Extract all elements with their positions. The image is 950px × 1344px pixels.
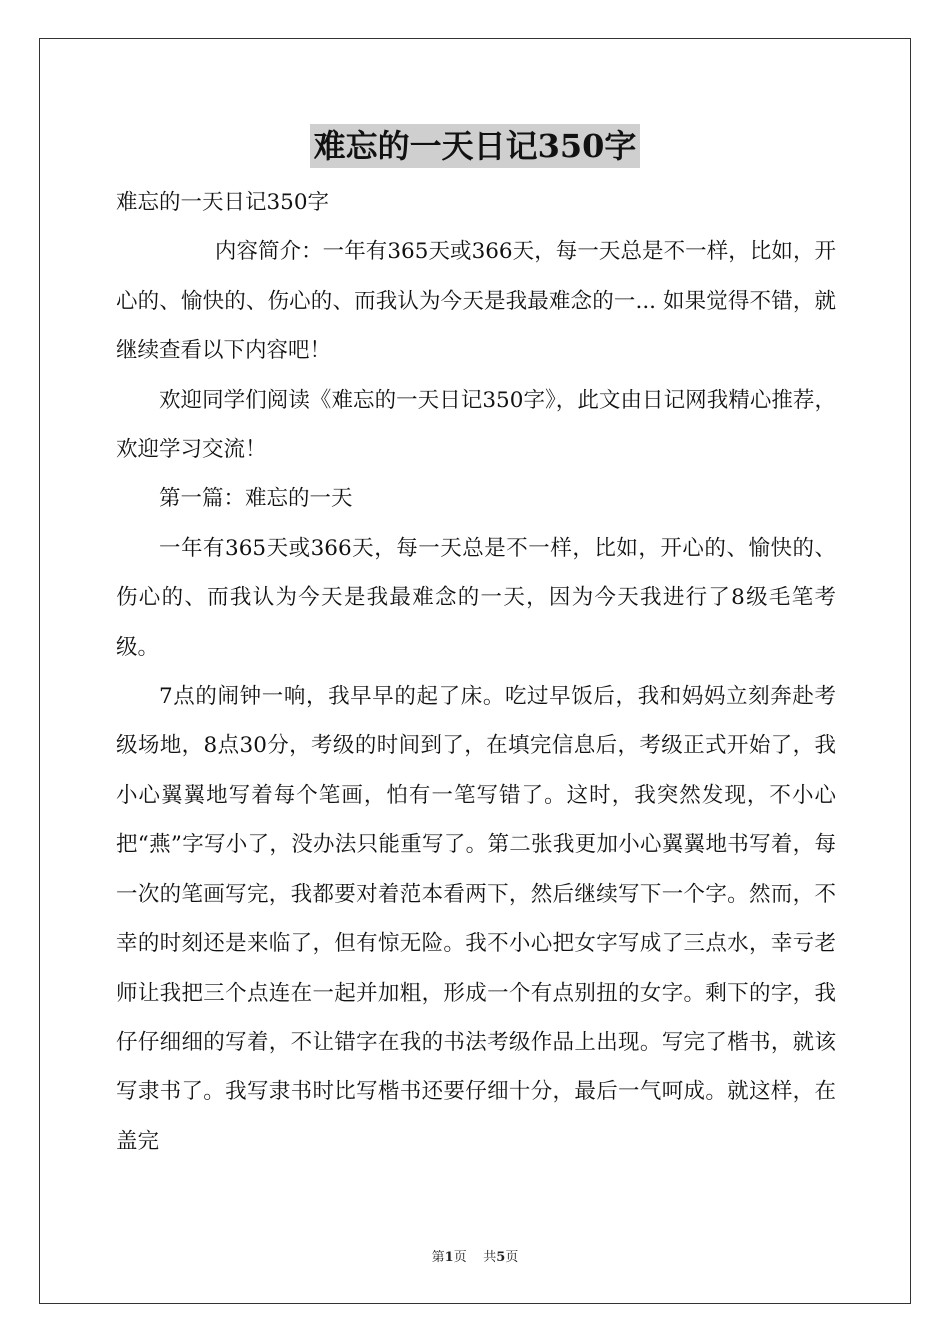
paragraph-summary: 内容简介：一年有365天或366天，每一天总是不一样，比如，开心的、愉快的、伤心的、而我认为今天是我最难念的一... 如果觉得不错，就继续查看以下内容吧！	[116, 239, 836, 364]
document-title: 难忘的一天日记350字	[310, 124, 641, 168]
section-heading: 第一篇：难忘的一天	[159, 486, 353, 512]
footer-total-pages: 5	[496, 1250, 506, 1265]
footer-total-suffix: 页	[505, 1250, 519, 1265]
title-container	[0, 124, 950, 168]
document-body	[116, 178, 836, 1166]
footer-page-prefix: 第	[431, 1250, 445, 1265]
footer-page-suffix: 页	[453, 1250, 467, 1265]
paragraph-welcome: 欢迎同学们阅读《难忘的一天日记350字》，此文由日记网我精心推荐，欢迎学习交流！	[116, 387, 836, 463]
page-footer	[0, 1246, 950, 1265]
footer-total-prefix: 共	[483, 1250, 497, 1265]
paragraph-story: 7点的闹钟一响，我早早的起了床。吃过早饭后，我和妈妈立刻奔赴考级场地，8点30分，考级的时间到了，在填完信息后，考级正式开始了，我小心翼翼地写着每个笔画，怕有一笔写错了。这时，我突然发现，不小心把“燕”字写小了，没办法只能重写了。第二张我更加小心翼翼地书写着，每一次的笔画写完，我都要对着范本看两下，然后继续写下一个字。然而，不幸的时刻还是来临了，但有惊无险。我不小心把女字写成了三点水，幸亏老师让我把三个点连在一起并加粗，形成一个有点别扭的女字。剩下的字，我仔仔细细的写着，不让错字在我的书法考级作品上出现。写完了楷书，就该写隶书了。我写隶书时比写楷书还要仔细十分，最后一气呵成。就这样，在盖完	[116, 684, 836, 1154]
paragraph-intro: 一年有365天或366天，每一天总是不一样，比如，开心的、愉快的、伤心的、而我认为今天是我最难念的一天，因为今天我进行了8级毛笔考级。	[116, 535, 836, 660]
footer-page-number: 1	[444, 1250, 454, 1265]
document-subtitle: 难忘的一天日记350字	[116, 190, 330, 215]
